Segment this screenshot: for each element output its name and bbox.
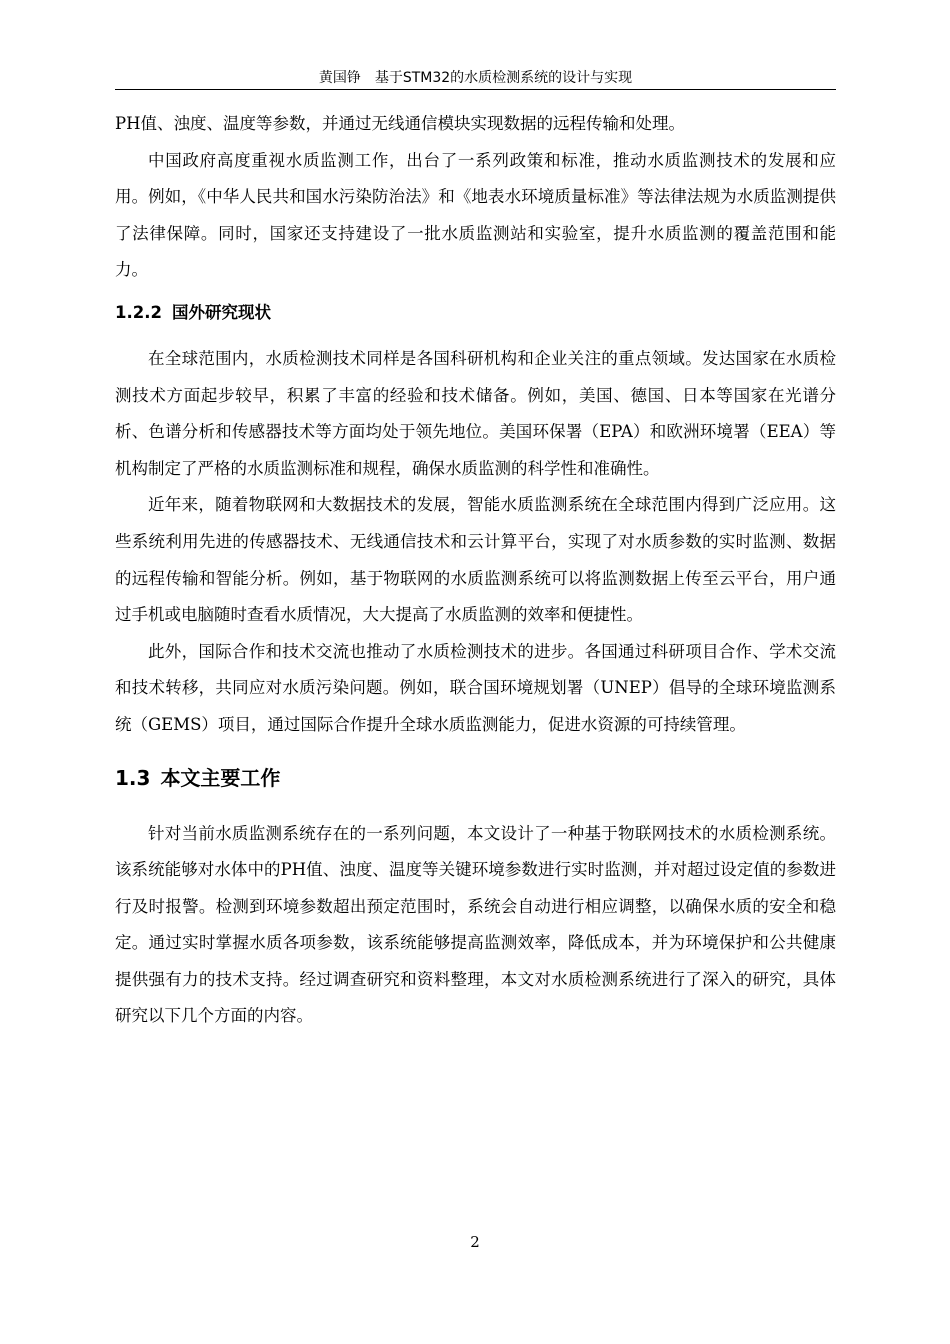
subsection-number: 1.2.2 [115,302,162,322]
subsection-heading-1-2-2 [115,295,836,331]
paragraph-foreign-2: 近年来，随着物联网和大数据技术的发展，智能水质监测系统在全球范围内得到广泛应用。这些系统利用先进的传感器技术、无线通信技术和云计算平台，实现了对水质参数的实时监测、数据的远程传输和智能分析。例如，基于物联网的水质监测系统可以将监测数据上传至云平台，用户通过手机或电脑随时查看水质情况，大大提高了水质监测的效率和便捷性。 [115,495,836,625]
paragraph-foreign-1: 在全球范围内，水质检测技术同样是各国科研机构和企业关注的重点领域。发达国家在水质检测技术方面起步较早，积累了丰富的经验和技术储备。例如，美国、德国、日本等国家在光谱分析、色谱分析和传感器技术等方面均处于领先地位。美国环保署（EPA）和欧洲环境署（EEA）等机构制定了严格的水质监测标准和规程，确保水质监测的科学性和准确性。 [115,348,836,478]
subsection-title: 国外研究现状 [171,302,271,322]
paragraph-main-work: 针对当前水质监测系统存在的一系列问题，本文设计了一种基于物联网技术的水质检测系统。该系统能够对水体中的PH值、浊度、温度等关键环境参数进行实时监测，并对超过设定值的参数进行及时报警。检测到环境参数超出预定范围时，系统会自动进行相应调整，以确保水质的安全和稳定。通过实时掌握水质各项参数，该系统能够提高监测效率，降低成本，并为环境保护和公共健康提供强有力的技术支持。经过调查研究和资料整理，本文对水质检测系统进行了深入的研究，具体研究以下几个方面的内容。 [115,823,836,1026]
page-content [115,106,836,1035]
page-number: 2 [470,1233,480,1251]
section-heading-1-3 [115,758,836,798]
section-title: 本文主要工作 [160,765,281,790]
paragraph-continuation: PH值、浊度、温度等参数，并通过无线通信模块实现数据的远程传输和处理。 [115,114,685,133]
paragraph-foreign-3: 此外，国际合作和技术交流也推动了水质检测技术的进步。各国通过科研项目合作、学术交流和技术转移，共同应对水质污染问题。例如，联合国环境规划署（UNEP）倡导的全球环境监测系统（GEMS）项目，通过国际合作提升全球水质监测能力，促进水资源的可持续管理。 [115,641,836,734]
running-header: 黄国铮 基于STM32的水质检测系统的设计与实现 [115,68,836,90]
paragraph-domestic-policy: 中国政府高度重视水质监测工作，出台了一系列政策和标准，推动水质监测技术的发展和应用。例如，《中华人民共和国水污染防治法》和《地表水环境质量标准》等法律法规为水质监测提供了法律保障。同时，国家还支持建设了一批水质监测站和实验室，提升水质监测的覆盖范围和能力。 [115,150,836,280]
section-number: 1.3 [115,765,151,790]
